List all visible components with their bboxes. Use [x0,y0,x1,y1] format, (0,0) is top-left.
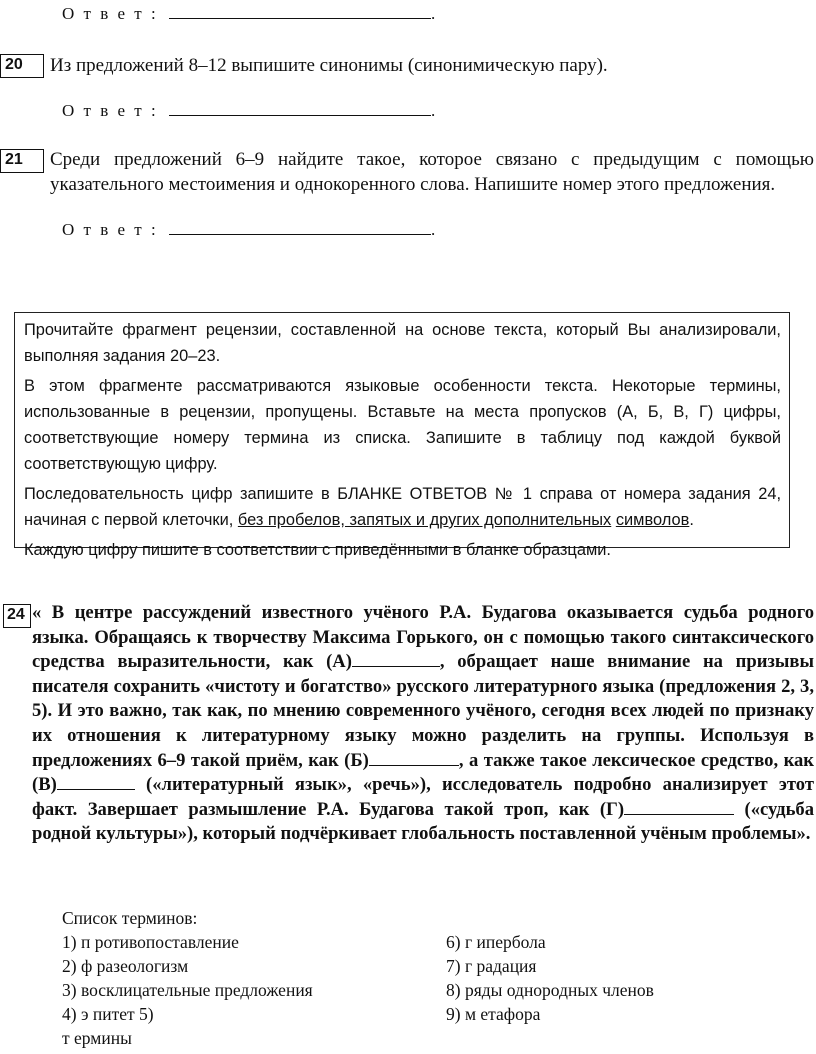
question-21-answer-row: О т в е т : . [62,220,438,239]
review-paragraph-3: Последовательность цифр запишите в БЛАНКЕ ОТВЕТОВ № 1 справа от номера задания 24, начиная с первой клеточки, без пробелов, запятых и других дополнительных символов. [24,485,781,529]
term-item: 2) ф разеологизм [62,956,189,976]
question-number-20: 20 [0,54,44,78]
question-20-text: Из предложений 8–12 выпишите синонимы (синонимическую пару). [50,55,608,76]
answer-field[interactable] [169,220,431,235]
answer-field[interactable] [169,101,431,116]
question-20-answer-row: О т в е т : . [62,101,438,120]
term-item: 6) г ипербола [446,932,546,952]
answer-label: О т в е т : [62,220,159,239]
question-21-line2: указательного местоимения и однокоренного слова. Напишите номер этого предложения. [50,174,776,195]
question-number-21: 21 [0,149,44,173]
review-paragraph-1: Прочитайте фрагмент рецензии, составленной на основе текста, который Вы анализировали, выполняя задания 20–23. [24,321,781,365]
blank-g[interactable] [624,799,734,815]
underlined-text: символов [615,511,690,529]
question-21-text [50,147,814,197]
terms-left-column [62,930,313,1050]
question-number-24: 24 [3,604,31,628]
question-21-line1: Среди предложений 6–9 найдите такое, которое связано с предыдущим с помощью [50,149,814,170]
review-paragraph-2: В этом фрагменте рассматриваются языковые особенности текста. Некоторые термины, использованные в рецензии, пропущены. Вставьте на места пропусков (А, Б, В, Г) цифры, соответствующие номеру термина из списка. Запишите в таблицу под каждой буквой соответствующую цифру. [24,377,781,473]
terms-title: Список терминов: [62,908,198,928]
top-answer-row: О т в е т : . [62,4,438,23]
answer-label: О т в е т : [62,101,159,120]
term-item: 3) восклицательные предложения [62,980,313,1000]
review-paragraph-4: Каждую цифру пишите в соответствии с приведёнными в бланке образцами. [24,541,611,559]
question-24-review-text: « В центре рассуждений известного учёного Р.А. Будагова оказывается судьба родного языка. Обращаясь к творчеству Максима Горького, он с помощью такого синтаксического средства выразительности, как (А) , обращает наше внимание на призывы писателя сохранить «чистоту и богатство» русского литературного языка (предложения 2, 3, 5). И это важно, так как, по мнению современного учёного, сегодня всех людей по признаку их отношения к литературному языку можно разделить на группы. Используя в предложениях 6–9 такой приём, как (Б) , а также такое лексическое средство, как (В) («литературный язык», «речь»), исследователь подробно анализирует этот факт. Завершает размышление Р.А. Будагова такой троп, как (Г) («судьба родной культуры»), который подчёркивает глобальность поставленной учёным проблемы». [32,602,815,845]
terms-tail: т ермины [62,1028,132,1048]
term-item: 8) ряды однородных членов [446,980,654,1000]
answer-field[interactable] [169,4,431,19]
blank-b[interactable] [369,750,459,766]
term-item: 7) г радация [446,956,537,976]
review-instructions-box [14,312,790,559]
terms-right-column [446,930,654,1026]
answer-label: О т в е т : [62,4,159,23]
term-item: 9) м етафора [446,1004,541,1024]
blank-a[interactable] [352,651,440,667]
underlined-text: без пробелов, запятых и других дополнительных [237,511,612,529]
blank-v[interactable] [57,774,135,790]
term-item: 4) э питет 5) [62,1004,154,1024]
term-item: 1) п ротивопоставление [62,932,239,952]
